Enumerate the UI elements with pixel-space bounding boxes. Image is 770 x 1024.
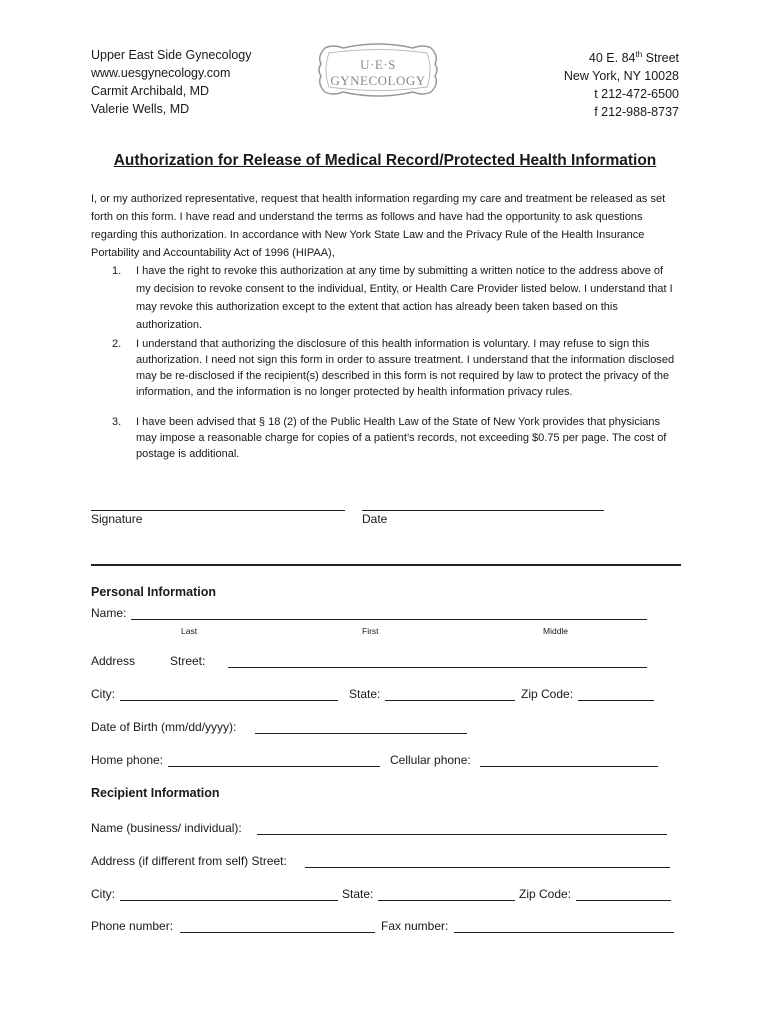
recipient-state-label: State:	[342, 887, 374, 901]
doctor-name: Valerie Wells, MD	[91, 102, 190, 116]
doctor-name: Carmit Archibald, MD	[91, 84, 210, 98]
logo-text: U·E·S GYNECOLOGY	[330, 57, 426, 88]
personal-info-heading: Personal Information	[91, 585, 217, 599]
zip-input[interactable]	[578, 700, 654, 701]
recipient-zip-label: Zip Code:	[519, 887, 572, 901]
recipient-name-label: Name (business/ individual):	[91, 821, 242, 835]
recipient-state-input[interactable]	[378, 900, 515, 901]
recipient-info-heading: Recipient Information	[91, 786, 220, 800]
recipient-fax-input[interactable]	[454, 932, 674, 933]
city-state-zip: New York, NY 10028	[563, 69, 679, 84]
zip-label: Zip Code:	[521, 687, 574, 701]
recipient-city-input[interactable]	[120, 900, 338, 901]
date-line[interactable]	[362, 510, 604, 511]
city-input[interactable]	[120, 700, 338, 701]
list-item: 2. I understand that authorizing the disclosure of this health information is voluntary. I may refuse to sign this authorization. I need not sign this form in order to assure treatment. I understand that the information disclosed may be re-disclosed if the recipient(s) described in this form is not required by law to protect the privacy of the information, and the information is no longer protected by health information privacy rules.	[112, 338, 675, 398]
dob-label: Date of Birth (mm/dd/yyyy):	[91, 720, 237, 734]
recipient-fax-label: Fax number:	[381, 919, 449, 933]
home-phone-label: Home phone:	[91, 753, 164, 767]
street-input[interactable]	[228, 667, 647, 668]
phone-number: t 212-472-6500	[594, 87, 679, 102]
cell-phone-label: Cellular phone:	[390, 753, 471, 767]
recipient-city-label: City:	[91, 887, 115, 901]
last-sublabel: Last	[181, 626, 198, 636]
signature-label: Signature	[91, 512, 143, 526]
list-item: 3. I have been advised that § 18 (2) of the Public Health Law of the State of New York provides that physicians may impose a reasonable charge for copies of a patient’s records, not exceeding $0.75 per page. The cost of postage is additional.	[112, 416, 667, 460]
address-label: Address	[91, 654, 136, 668]
section-divider	[91, 564, 681, 566]
practice-contact	[564, 46, 679, 121]
practice-info	[91, 46, 252, 118]
recipient-phone-label: Phone number:	[91, 919, 174, 933]
recipient-phone-input[interactable]	[180, 932, 375, 933]
home-phone-input[interactable]	[168, 766, 380, 767]
recipient-street-input[interactable]	[305, 867, 670, 868]
name-input[interactable]	[131, 619, 647, 620]
first-sublabel: First	[362, 626, 379, 636]
dob-input[interactable]	[255, 733, 467, 734]
form-title: Authorization for Release of Medical Record/Protected Health Information	[113, 152, 657, 169]
city-label: City:	[91, 687, 115, 701]
state-label: State:	[349, 687, 381, 701]
cell-phone-input[interactable]	[480, 766, 658, 767]
date-label: Date	[362, 512, 388, 526]
recipient-zip-input[interactable]	[576, 900, 671, 901]
list-item: 1. I have the right to revoke this authorization at any time by submitting a written notice to the address above of my decision to revoke consent to the individual, Entity, or Health Care Provider listed below. I understand that I may revoke this authorization except to the extent that action has already been taken based on this authorization.	[112, 265, 673, 331]
fax-number: f 212-988-8737	[594, 105, 679, 120]
middle-sublabel: Middle	[543, 626, 569, 636]
intro-paragraph: I, or my authorized representative, request that health information regarding my care and treatment be released as set forth on this form. I have read and understand the terms as follows and have had the opportunity to ask questions regarding this authorization. In accordance with New York State Law and the Privacy Rule of the Health Insurance Portability and Accountability Act of 1996 (HIPAA),	[91, 193, 666, 259]
street-label: Street:	[170, 654, 206, 668]
signature-line[interactable]	[91, 510, 345, 511]
street-address: 40 E. 84th Street	[588, 50, 679, 66]
practice-name: Upper East Side Gynecology	[91, 48, 252, 62]
recipient-address-label: Address (if different from self) Street:	[91, 854, 287, 868]
recipient-name-input[interactable]	[257, 834, 667, 835]
state-input[interactable]	[385, 700, 515, 701]
name-label: Name:	[91, 606, 127, 620]
practice-website: www.uesgynecology.com	[91, 66, 231, 80]
